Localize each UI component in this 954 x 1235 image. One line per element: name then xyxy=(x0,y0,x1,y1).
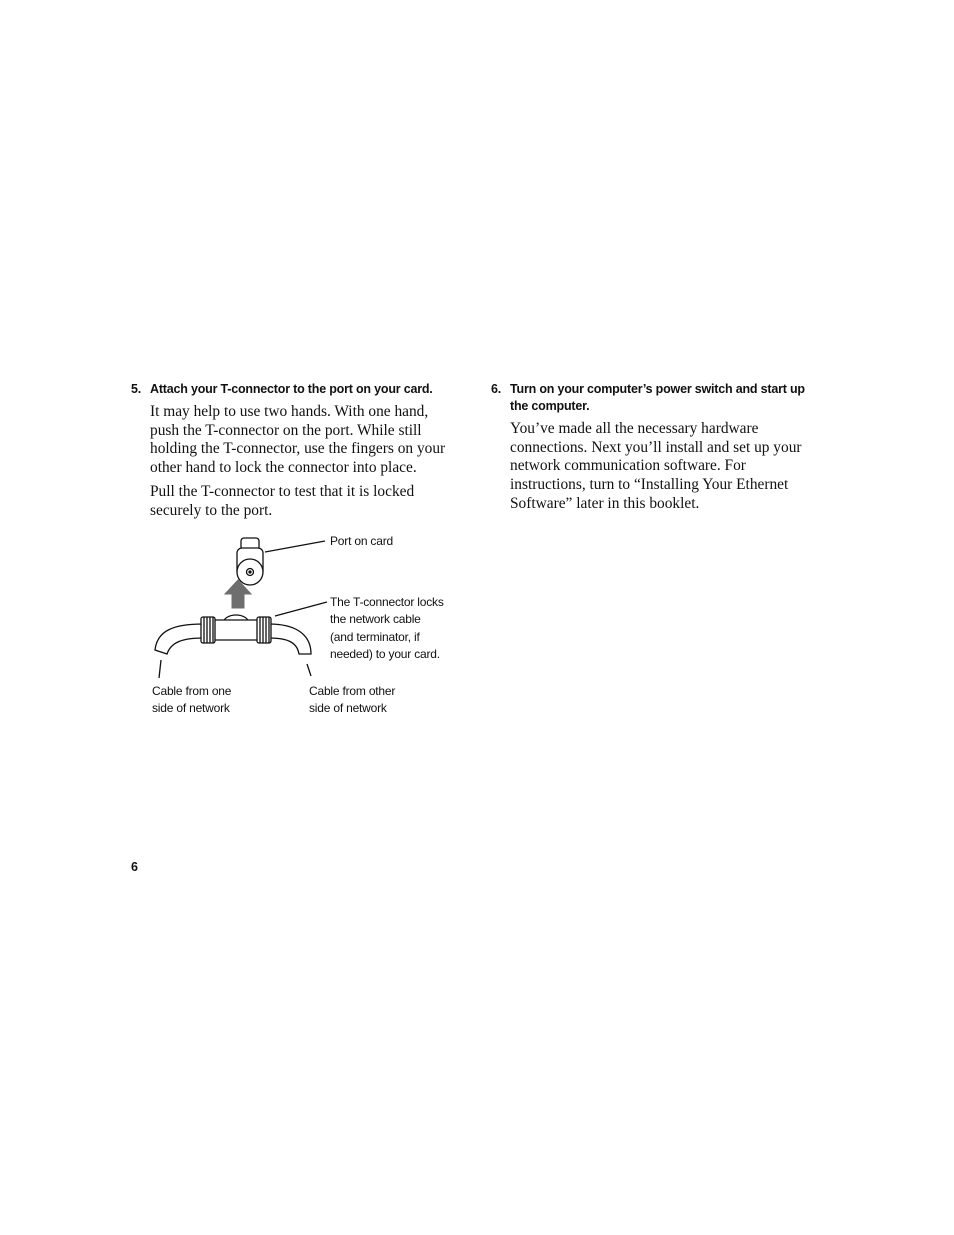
text-line: instructions, turn to “Installing Your Ethernet xyxy=(510,476,789,494)
right-cable-leader-line xyxy=(307,664,311,676)
text-line: securely to the port. xyxy=(150,501,273,519)
t-connector-drawing xyxy=(201,615,271,643)
heading-line: the computer. xyxy=(510,399,590,413)
text-line: push the T-connector on the port. While still xyxy=(150,421,422,439)
step-6-paragraph xyxy=(510,420,802,514)
port-on-card-drawing xyxy=(237,538,263,585)
heading-line: Turn on your computer’s power switch and start up xyxy=(510,382,805,396)
right-cable-drawing xyxy=(269,624,311,654)
step-5-paragraph-2 xyxy=(150,483,414,520)
port-on-card-label: Port on card xyxy=(330,534,393,548)
page-number: 6 xyxy=(131,860,138,874)
text-line: connections. Next you’ll install and set up your xyxy=(510,438,802,456)
cable-left-label xyxy=(152,683,231,718)
step-5-paragraph-1 xyxy=(150,403,445,478)
step-title: Attach your T-connector to the port on your card. xyxy=(150,382,433,396)
step-number: 6. xyxy=(491,382,502,396)
label-line: the network cable xyxy=(330,612,421,627)
t-connector-leader-line xyxy=(275,602,327,616)
port-leader-line xyxy=(265,541,325,552)
text-line: holding the T-connector, use the fingers on your xyxy=(150,440,446,458)
label-line: Cable from other xyxy=(309,684,396,698)
cable-right-label xyxy=(309,683,395,718)
label-line: (and terminator, if xyxy=(330,629,420,644)
label-line: side of network xyxy=(309,701,387,716)
left-cable-leader-line xyxy=(159,660,161,678)
text-line: You’ve made all the necessary hardware xyxy=(510,420,759,437)
text-line: other hand to lock the connector into place. xyxy=(150,459,417,477)
text-line: network communication software. For xyxy=(510,457,746,475)
label-line: Cable from one xyxy=(152,684,232,698)
label-line: The T-connector locks xyxy=(330,595,444,609)
text-line: Pull the T-connector to test that it is locked xyxy=(150,483,415,500)
text-line: Software” later in this booklet. xyxy=(510,494,700,512)
label-line: side of network xyxy=(152,701,230,716)
step-title xyxy=(510,381,805,415)
t-connector-label xyxy=(330,594,444,663)
step-number: 5. xyxy=(131,382,142,396)
left-cable-drawing xyxy=(155,624,203,654)
text-line: It may help to use two hands. With one hand, xyxy=(150,403,429,420)
label-line: needed) to your card. xyxy=(330,646,440,661)
